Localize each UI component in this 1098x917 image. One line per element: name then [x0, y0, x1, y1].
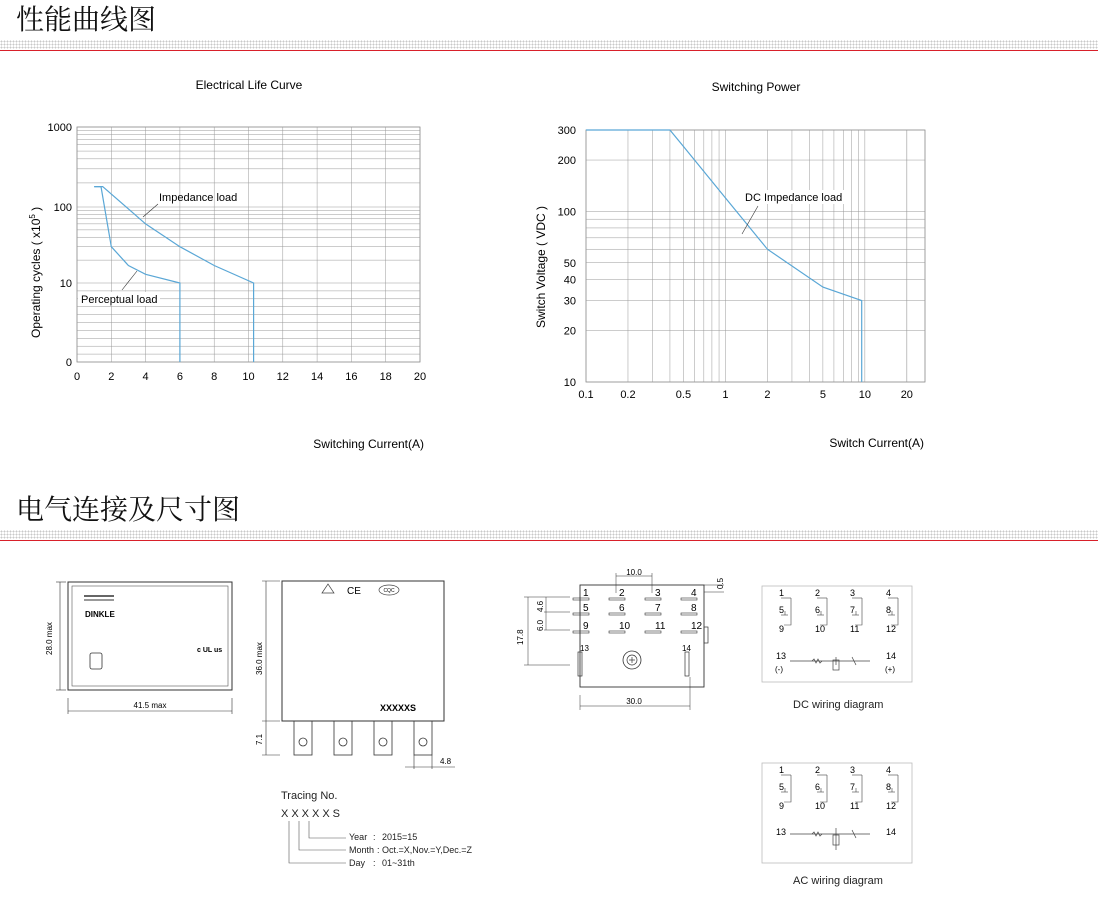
y-tick-label: 10	[59, 278, 72, 290]
pin-label: 6	[619, 603, 625, 614]
tracing-day-label: Day	[349, 858, 366, 868]
pin-label: 5	[583, 603, 589, 614]
pin-label: 4	[886, 588, 892, 598]
dim-label: 4.6	[536, 600, 545, 612]
relay-code: XXXXXS	[379, 703, 417, 713]
polarity-label: (-)	[775, 665, 783, 674]
pin-label: 2	[815, 588, 821, 598]
y-tick-label: 100	[557, 206, 576, 219]
polarity-label: (+)	[885, 665, 895, 674]
ac-wiring-caption: AC wiring diagram	[793, 875, 883, 887]
x-tick-label: 4	[142, 371, 149, 383]
pin-label: 8	[691, 603, 697, 614]
pin-label: 2	[815, 765, 821, 775]
y-tick-label: 10	[563, 377, 576, 389]
pin-label: 2	[619, 588, 625, 599]
chart-xlabel: Switching Current(A)	[313, 437, 424, 451]
section-red-rule	[0, 540, 1098, 541]
chart-ticks	[48, 122, 427, 383]
pin-slot	[573, 613, 589, 615]
tracing-day-value: 01~31th	[382, 858, 415, 868]
x-tick-label: 12	[276, 371, 289, 383]
y-tick-label: 100	[53, 202, 72, 214]
dim-pin-width: 4.8	[440, 757, 452, 766]
pin-label: 1	[583, 588, 589, 599]
pin-label: 7	[850, 605, 856, 615]
x-tick-label: 10	[858, 389, 871, 401]
pin-label: 3	[850, 588, 856, 598]
dim-label: 0.5	[716, 577, 725, 589]
y-tick-label: 200	[557, 155, 576, 168]
pin-label: 11	[655, 621, 666, 632]
switching-power-chart	[520, 60, 940, 460]
pin-label: 6	[815, 605, 821, 615]
relay-side-view	[250, 575, 460, 775]
x-tick-label: 20	[900, 389, 913, 401]
x-tick-label: 0	[73, 371, 81, 383]
tracing-year-value: 2015=15	[382, 832, 418, 842]
y-tick-label: 50	[563, 257, 576, 270]
x-tick-label: 8	[211, 371, 218, 383]
pin-label: 14	[682, 644, 691, 653]
leader-line	[742, 206, 758, 234]
chart-grid	[77, 127, 420, 362]
x-tick-label: 2	[108, 371, 115, 383]
y-tick-label: 20	[563, 325, 576, 338]
pin-label: 7	[655, 603, 661, 614]
pin-label: 3	[850, 765, 856, 775]
dc-wiring-diagram	[760, 585, 915, 685]
x-tick-label: 10	[242, 371, 255, 383]
tracing-code: XXXXXS	[281, 808, 344, 820]
pin-label: 13	[776, 827, 787, 837]
series-label: DC Impedance load	[745, 192, 843, 204]
pin-label: 8	[886, 782, 892, 792]
tracing-month-value: Oct.=X,Nov.=Y,Dec.=Z	[382, 845, 472, 855]
dim-label: 10.0	[626, 568, 642, 577]
pin-slot	[573, 598, 589, 600]
series-label: Perceptual load	[81, 294, 158, 306]
x-tick-label: 20	[413, 371, 427, 383]
relay-window	[90, 653, 102, 669]
series-label: Impedance load	[159, 192, 238, 204]
x-tick-label: 1	[722, 389, 729, 401]
pin-label: 9	[779, 801, 785, 811]
x-tick-label: 16	[345, 371, 358, 383]
chart-ylabel: Switch Voltage ( VDC )	[534, 205, 548, 328]
y-tick-label: 0	[65, 357, 72, 369]
pin-label: 1	[779, 588, 785, 598]
electrical-life-chart	[0, 60, 470, 460]
pin-label: 12	[886, 801, 897, 811]
pin-label: 9	[583, 621, 589, 632]
pin-label: 14	[886, 651, 897, 661]
chart-xlabel: Switch Current(A)	[829, 436, 924, 450]
series-line-dc-impedance	[586, 130, 862, 382]
tracing-title: Tracing No.	[281, 790, 338, 802]
pin-label: 7	[850, 782, 856, 792]
x-tick-label: 0.2	[620, 389, 636, 401]
ce-mark: CE	[347, 586, 361, 597]
pin-label: 11	[850, 624, 860, 634]
pin-label: 10	[619, 621, 631, 632]
y-tick-label: 40	[563, 274, 576, 287]
pin-label: 13	[776, 651, 787, 661]
brand-logo: DINKLE	[85, 610, 115, 619]
pin-label: 13	[580, 644, 589, 653]
dim-height: 28.0 max	[45, 622, 54, 655]
x-tick-label: 0.1	[578, 389, 594, 401]
wiring-pins	[779, 588, 898, 634]
dim-label: 30.0	[626, 697, 642, 706]
section-dotted-rule	[0, 530, 1098, 539]
series-line-perceptual	[94, 187, 180, 362]
y-tick-label: 300	[557, 125, 576, 137]
pin-label: 4	[691, 588, 697, 599]
pin-slot	[645, 631, 661, 633]
x-tick-label: 18	[379, 371, 392, 383]
x-tick-label: 5	[819, 389, 826, 401]
wiring-pins	[779, 765, 898, 811]
chart-title: Switching Power	[711, 80, 801, 94]
pinout-drawing	[510, 565, 730, 715]
tracing-sep: :	[373, 832, 376, 842]
tracing-sep: :	[377, 845, 380, 855]
pin-label: 6	[815, 782, 821, 792]
series-line-impedance	[94, 187, 253, 362]
dc-wiring-caption: DC wiring diagram	[793, 699, 884, 711]
x-tick-label: 2	[764, 389, 771, 401]
pin-label: 9	[779, 624, 785, 634]
chart-title: Electrical Life Curve	[195, 78, 303, 92]
pin-label: 5	[779, 605, 785, 615]
pin-slot	[609, 613, 625, 615]
ac-wiring-diagram	[760, 762, 915, 867]
chart-series	[586, 130, 862, 382]
pin-label: 3	[655, 588, 661, 599]
x-tick-label: 0.5	[675, 389, 692, 401]
ul-mark: c UL us	[197, 647, 223, 654]
section-title-performance: 性能曲线图	[16, 3, 157, 36]
cqc-mark: CQC	[383, 588, 395, 594]
pin-grid	[573, 588, 703, 633]
tracing-sep: :	[373, 858, 376, 868]
dim-pin-length: 7.1	[255, 733, 264, 745]
pin-slot	[681, 631, 697, 633]
pin-label: 4	[886, 765, 892, 775]
chart-grid	[586, 130, 925, 382]
chart-series	[78, 187, 254, 362]
pin-label: 10	[815, 801, 826, 811]
pin-slot	[681, 613, 697, 615]
dim-label: 6.0	[536, 619, 545, 631]
y-tick-label: 30	[563, 295, 576, 308]
pin-label: 12	[886, 624, 897, 634]
pin-slot	[573, 631, 589, 633]
pin-slot	[645, 598, 661, 600]
pin-slot	[645, 613, 661, 615]
pin-label: 8	[886, 605, 892, 615]
pin-label: 10	[815, 624, 826, 634]
tracing-year-label: Year	[349, 832, 368, 842]
x-tick-label: 14	[310, 371, 324, 383]
pin-slot	[681, 598, 697, 600]
pin-label: 1	[779, 765, 785, 775]
pin-slot	[609, 598, 625, 600]
dim-side-height: 36.0 max	[255, 642, 264, 675]
pin-label: 14	[886, 827, 897, 837]
tracing-block	[280, 788, 500, 878]
tracing-month-label: Month	[349, 845, 375, 855]
leader-line	[122, 271, 137, 290]
section-title-wiring: 电气连接及尺寸图	[16, 493, 241, 526]
pin-label: 5	[779, 782, 785, 792]
dim-width: 41.5 max	[133, 701, 167, 710]
y-tick-label: 1000	[47, 122, 72, 134]
dim-label: 17.8	[516, 629, 525, 645]
pin-label: 11	[850, 801, 860, 811]
section-red-rule	[0, 50, 1098, 51]
pin-label: 12	[691, 621, 703, 632]
plot-frame	[586, 130, 925, 382]
x-tick-label: 6	[176, 371, 183, 383]
pin-slot	[609, 631, 625, 633]
relay-front-view	[30, 570, 250, 720]
relay-terminals	[294, 721, 432, 755]
section-dotted-rule	[0, 40, 1098, 49]
chart-ylabel: Operating cycles ( $x10^5$ )	[28, 206, 43, 338]
